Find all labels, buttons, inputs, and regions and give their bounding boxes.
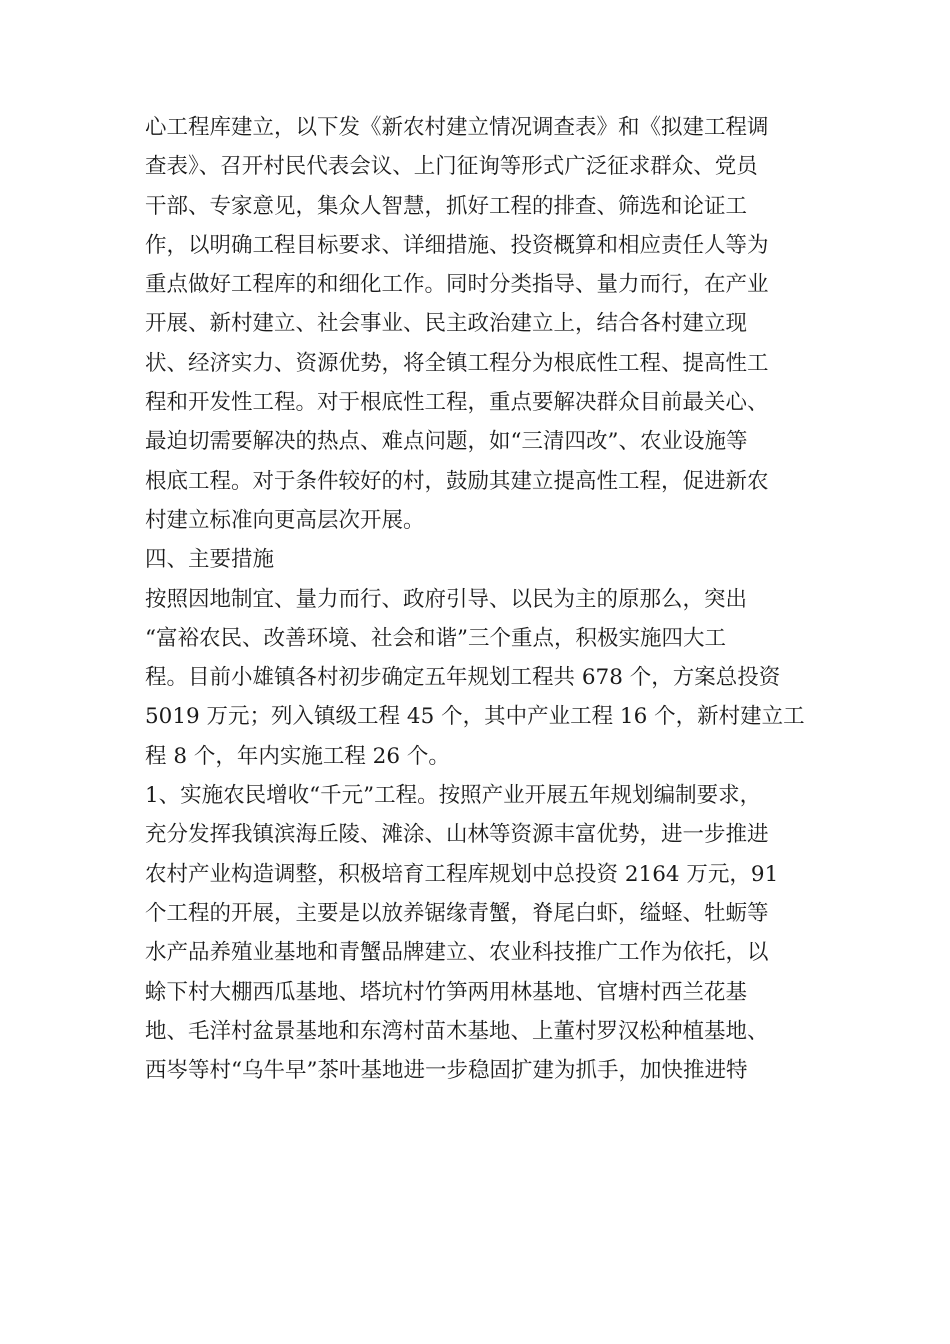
text-line: 地、毛洋村盆景基地和东湾村苗木基地、上董村罗汉松种植基地、 — [145, 1018, 769, 1044]
text-line: 干部、专家意见，集众人智慧，抓好工程的排查、筛选和论证工 — [145, 193, 748, 219]
text-line: 状、经济实力、资源优势，将全镇工程分为根底性工程、提高性工 — [145, 350, 769, 376]
text-line: 蜍下村大棚西瓜基地、塔坑村竹笋两用林基地、官塘村西兰花基 — [145, 979, 748, 1005]
text-line: 个工程的开展，主要是以放养锯缘青蟹，脊尾白虾，缢蛏、牡蛎等 — [145, 900, 769, 926]
text-line: 村建立标准向更高层次开展。 — [145, 507, 425, 533]
text-line: 充分发挥我镇滨海丘陵、滩涂、山林等资源丰富优势，进一步推进 — [145, 822, 769, 848]
text-line: 1、实施农民增收“千元”工程。按照产业开展五年规划编制要求， — [145, 783, 762, 809]
text-line: 查表》、召开村民代表会议、上门征询等形式广泛征求群众、党员 — [145, 154, 758, 180]
text-line: 重点做好工程库的和细化工作。同时分类指导、量力而行，在产业 — [145, 272, 769, 298]
text-line: 心工程库建立，以下发《新农村建立情况调查表》和《拟建工程调 — [145, 115, 769, 140]
section-heading: 四、主要措施 — [145, 547, 275, 573]
text-line: 西岑等村“乌牛早”茶叶基地进一步稳固扩建为抓手，加快推进特 — [145, 1058, 748, 1084]
text-line: 按照因地制宜、量力而行、政府引导、以民为主的原那么，突出 — [145, 586, 748, 612]
text-line: 作，以明确工程目标要求、详细措施、投资概算和相应责任人等为 — [145, 232, 769, 258]
text-line: 程和开发性工程。对于根底性工程，重点要解决群众目前最关心、 — [145, 390, 769, 416]
text-line: 程 8 个，年内实施工程 26 个。 — [145, 743, 450, 769]
text-line: “富裕农民、改善环境、社会和谐”三个重点，积极实施四大工 — [145, 625, 726, 651]
text-line: 最迫切需要解决的热点、难点问题，如“三清四改”、农业设施等 — [145, 429, 748, 455]
text-line: 水产品养殖业基地和青蟹品牌建立、农业科技推广工作为依托，以 — [145, 940, 769, 966]
text-line: 农村产业构造调整，积极培育工程库规划中总投资 2164 万元，91 — [145, 861, 779, 887]
text-line: 程。目前小雄镇各村初步确定五年规划工程共 678 个，方案总投资 — [145, 665, 781, 691]
body-text — [145, 108, 825, 1090]
text-line: 根底工程。对于条件较好的村，鼓励其建立提高性工程，促进新农 — [145, 468, 769, 494]
text-line: 开展、新村建立、社会事业、民主政治建立上，结合各村建立现 — [145, 311, 748, 337]
text-line: 5019 万元；列入镇级工程 45 个，其中产业工程 16 个，新村建立工 — [145, 704, 805, 730]
